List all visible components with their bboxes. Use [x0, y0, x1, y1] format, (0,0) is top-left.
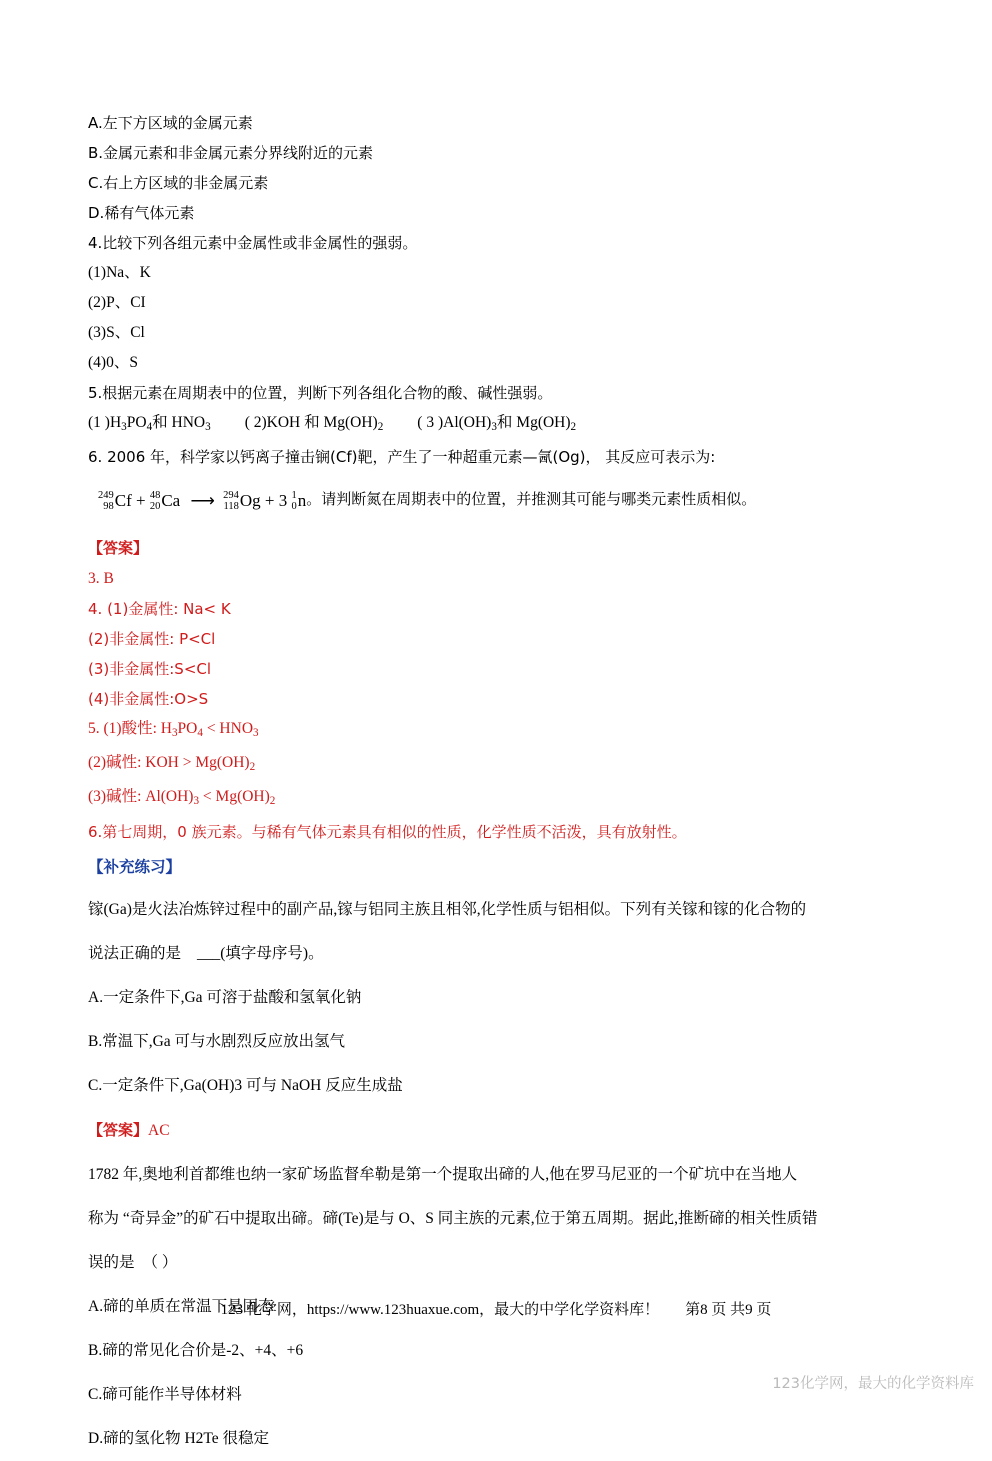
question-4-item-4: (4)0、S	[88, 354, 138, 371]
passage-option-b: B.碲的常见化合价是-2、+4、+6	[88, 1341, 304, 1359]
answer-5-3	[88, 782, 908, 816]
answer-5-1-sub3: 3	[253, 727, 259, 740]
og-symbol: Og	[239, 491, 261, 511]
ca-mass-number: 48	[149, 490, 161, 502]
question-4-stem: 4.比较下列各组元素中金属性或非金属性的强弱。	[88, 234, 418, 252]
plus-1: +	[136, 491, 146, 511]
question-5-stem: 5.根据元素在周期表中的位置，判断下列各组化合物的酸、碱性强弱。	[88, 384, 553, 402]
answer-5-2-sub: 2	[249, 761, 256, 774]
q5-item3-and: 和 Mg(OH)	[496, 414, 571, 431]
n-symbol: n	[297, 491, 307, 511]
ca-symbol: Ca	[161, 491, 181, 511]
cf-mass-number: 249	[98, 490, 114, 502]
n-mass-number: 1	[291, 490, 297, 502]
answer-5-1-prefix: 5. (1)酸性: H	[88, 720, 172, 738]
answer-5-2-prefix: (2)碱性: KOH > Mg(OH)	[88, 754, 250, 772]
q5-item3-sub2: 2	[570, 421, 577, 434]
watermark: 123化学网，最大的化学资料库	[772, 1376, 974, 1392]
supplement-p2-prefix: 说法正确的是	[88, 944, 182, 962]
answer-5-1-sub1: 3	[171, 727, 178, 740]
passage-l3-prefix: 误的是	[88, 1253, 135, 1271]
answer-5-3-sub2: 2	[269, 795, 276, 808]
passage-line-2: 称为 “奇异金”的矿石中提取出碲。碲(Te)是与 O、S 同主族的元素,位于第五周期。据此,推断碲的相关性质错	[88, 1209, 818, 1227]
question-5-items	[88, 408, 908, 442]
option-d-q3: D.稀有气体元素	[88, 204, 195, 222]
answer-5-1-sub2: 4	[197, 727, 203, 740]
question-4-item-3: (3)S、Cl	[88, 324, 145, 341]
answer-5-1	[88, 714, 908, 748]
q5-item1-sub1: 3	[121, 421, 127, 434]
answer-4-4: (4)非金属性:O>S	[88, 690, 209, 709]
answer-5-1-mid: PO	[177, 720, 198, 738]
q5-item1-prefix: (1 )H	[88, 414, 122, 431]
passage-option-d: D.碲的氢化物 H2Te 很稳定	[88, 1429, 270, 1447]
reaction-arrow-icon: ⟶	[190, 491, 213, 511]
n-indices	[291, 490, 296, 512]
answer-heading-1: 【答案】	[88, 539, 149, 558]
supplement-heading: 【补充练习】	[88, 857, 182, 876]
q5-item1-sub2: 4	[146, 421, 153, 434]
cf-atomic-number: 98	[103, 501, 114, 513]
q5-item1-mid: PO	[126, 414, 147, 431]
supplement-p2-post: (填字母序号)。	[220, 944, 324, 962]
option-a-q3: A.左下方区域的金属元素	[88, 114, 253, 132]
q5-item2-sub: 2	[377, 421, 384, 434]
og-atomic-number: 118	[223, 501, 239, 513]
q5-item2: ( 2)KOH 和 Mg(OH)	[244, 414, 378, 431]
ca-atomic-number: 20	[149, 501, 161, 513]
nuclear-equation	[88, 472, 306, 529]
cf-symbol: Cf	[114, 491, 132, 511]
supplement-option-b: B.常温下,Ga 可与水剧烈反应放出氢气	[88, 1032, 346, 1050]
passage-answer-parenthesis[interactable]: （ ）	[142, 1253, 178, 1271]
option-c-q3: C.右上方区域的非金属元素	[88, 174, 269, 192]
og-mass-number: 294	[223, 490, 239, 502]
passage-line-3	[88, 1241, 908, 1285]
og-indices	[223, 490, 239, 512]
supplement-answer-blank[interactable]: ___	[197, 944, 221, 962]
answer-6: 6.第七周期，0 族元素。与稀有气体元素具有相似的性质，化学性质不活泼，具有放射性。	[88, 822, 687, 841]
page-footer	[0, 1298, 992, 1319]
question-6-equation-row	[88, 472, 908, 529]
passage-line-1: 1782 年,奥地利首都维也纳一家矿场监督牟勒是第一个提取出碲的人,他在罗马尼亚的一个矿坑中在当地人	[88, 1165, 798, 1183]
answer-5-2	[88, 748, 908, 782]
q5-item3: ( 3 )Al(OH)	[417, 414, 492, 431]
answer-3: 3. B	[88, 570, 114, 588]
supplement-paragraph-1: 镓(Ga)是火法冶炼锌过程中的副产品,镓与铝同主族且相邻,化学性质与铝相似。下列有关镓和镓的化合物的	[88, 900, 807, 918]
footer-site-text: 123 化学网，https://www.123huaxue.com，最大的中学化学资料库！	[220, 1302, 660, 1318]
supplement-option-a: A.一定条件下,Ga 可溶于盐酸和氢氧化钠	[88, 988, 362, 1006]
q5-item1-sub3: 3	[205, 421, 211, 434]
supplement-option-c: C.一定条件下,Ga(OH)3 可与 NaOH 反应生成盐	[88, 1076, 403, 1094]
document-content	[88, 108, 908, 1461]
answer-5-3-sub1: 3	[193, 795, 200, 808]
answer-5-1-rel: < HNO	[202, 720, 254, 738]
answer-5-3-rel: < Mg(OH)	[199, 788, 270, 806]
answer-4-1: 4. (1)金属性: Na< K	[88, 600, 231, 619]
answer-4-3: (3)非金属性:S<Cl	[88, 660, 212, 679]
cf-indices	[98, 490, 114, 512]
question-6-stem: 6. 2006 年，科学家以钙离子撞击锎(Cf)靶，产生了一种超重元素—氥(Og)， 其反应可表示为:	[88, 448, 716, 467]
plus-2: + 3	[264, 491, 288, 511]
q5-item1-and: 和 HNO	[152, 414, 206, 431]
answer-5-3-prefix: (3)碱性: Al(OH)	[88, 788, 194, 806]
answer-heading-2: 【答案】	[88, 1120, 149, 1139]
supplement-answer-value: AC	[148, 1121, 170, 1139]
q5-item3-sub1: 3	[491, 421, 497, 434]
ca-indices	[150, 490, 161, 512]
passage-option-c: C.碲可能作半导体材料	[88, 1385, 242, 1403]
footer-page-number: 第8 页 共9 页	[685, 1302, 772, 1318]
passage-option-a: A.碲的单质在常温下是固态	[88, 1297, 274, 1315]
supplement-answer-row	[88, 1108, 908, 1153]
question-6-tail: 。请判断氮在周期表中的位置，并推测其可能与哪类元素性质相似。	[306, 492, 757, 509]
question-4-item-2: (2)P、CI	[88, 294, 146, 311]
option-b-q3: B.金属元素和非金属元素分界线附近的元素	[88, 144, 374, 162]
supplement-paragraph-2	[88, 932, 908, 976]
answer-4-2: (2)非金属性: P<Cl	[88, 630, 216, 649]
n-atomic-number: 0	[291, 501, 297, 513]
question-4-item-1: (1)Na、K	[88, 264, 151, 281]
